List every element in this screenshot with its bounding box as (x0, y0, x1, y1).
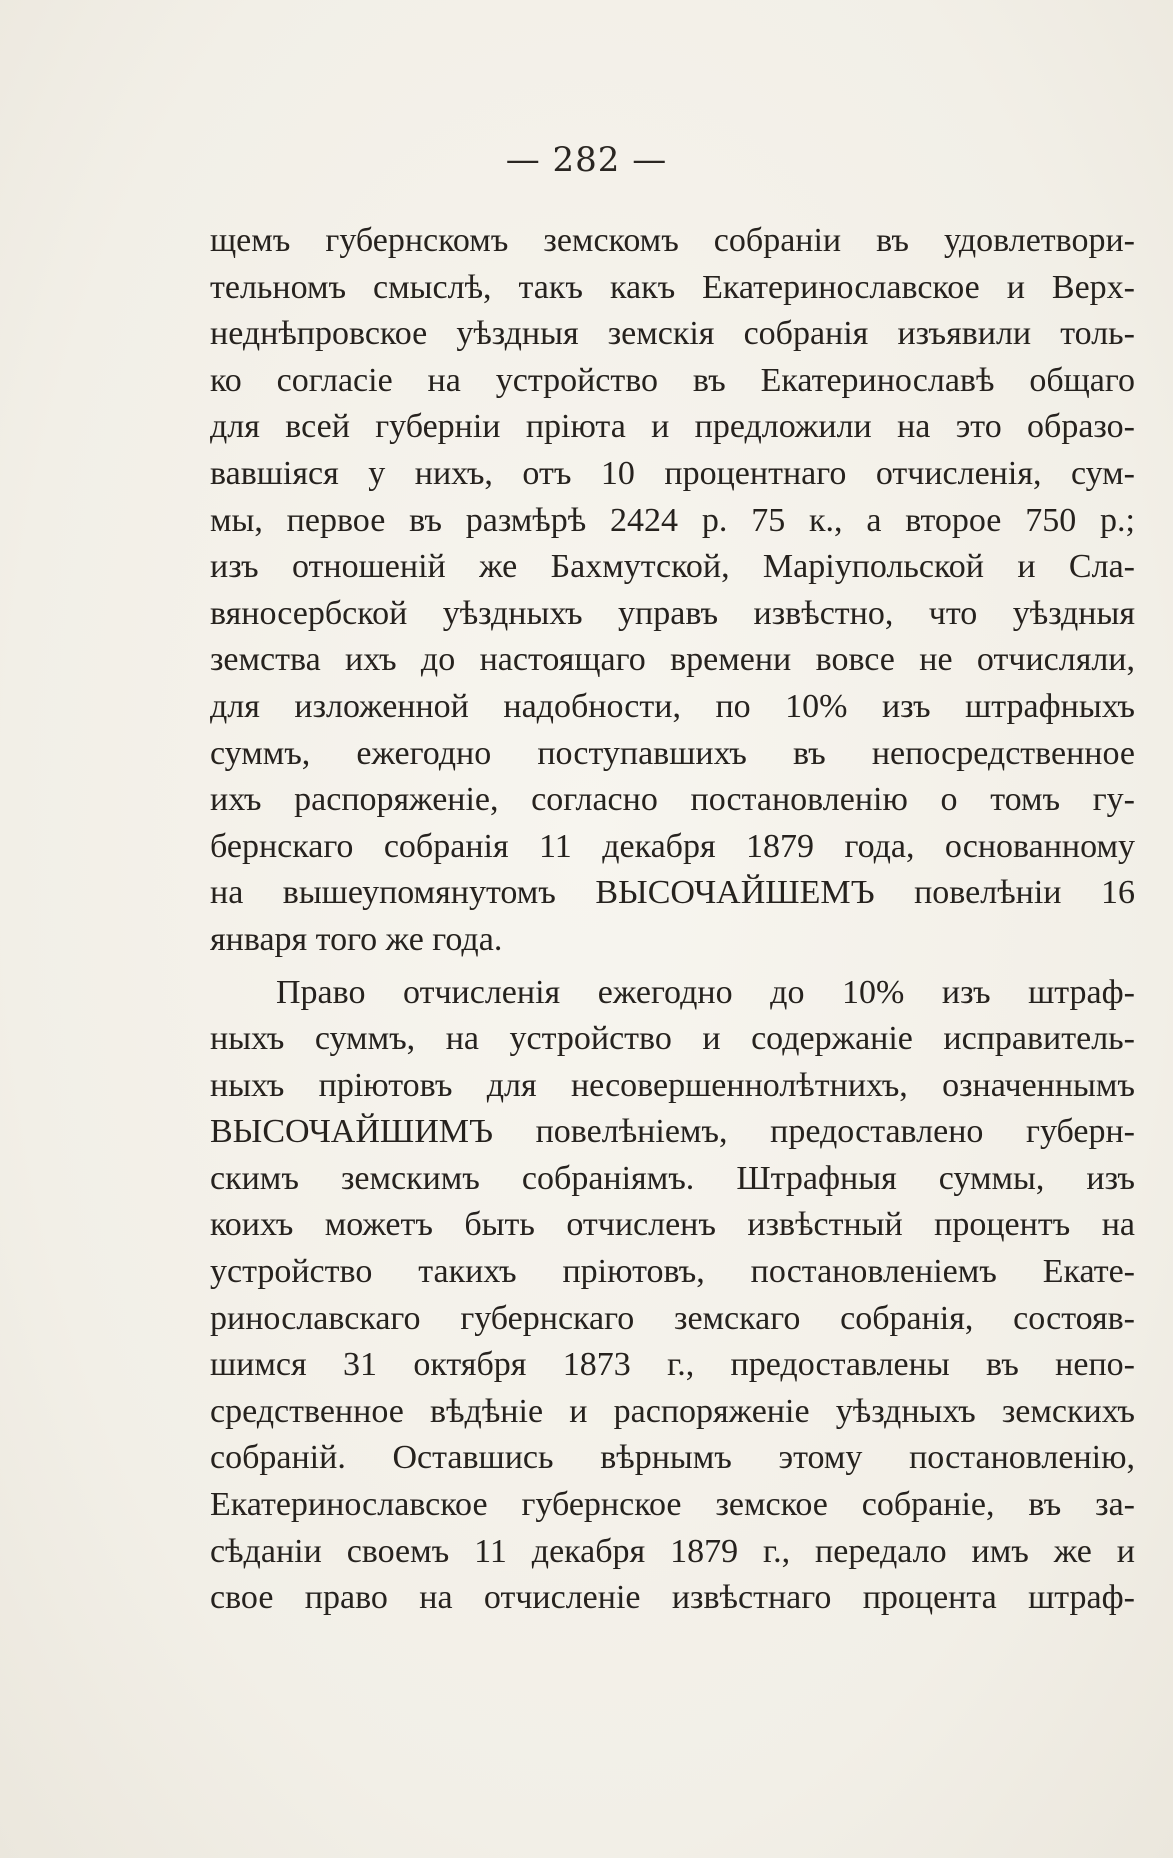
text-line-15: на вышеупомянутомъ ВЫСОЧАЙШЕМЪ повелѣніи 16 (210, 874, 1135, 912)
text-line-10: земства ихъ до настоящаго времени вовсе не отчисляли, (210, 641, 1135, 679)
body-text (210, 218, 1135, 1622)
text-line-26: средственное вѣдѣніе и распоряженіе уѣздныхъ земскихъ (210, 1392, 1135, 1430)
text-line-22: коихъ можетъ быть отчисленъ извѣстный процентъ на (210, 1206, 1135, 1244)
text-line-9: вяносербской уѣздныхъ управъ извѣстно, что уѣздныя (210, 594, 1135, 632)
text-line-25: шимся 31 октября 1873 г., предоставлены въ непо- (210, 1346, 1135, 1384)
text-line-12: суммъ, ежегодно поступавшихъ въ непосредственное (210, 734, 1135, 772)
text-line-6: вавшіяся у нихъ, отъ 10 процентнаго отчисленія, сум- (210, 454, 1135, 492)
text-line-4: ко согласіе на устройство въ Екатеринославѣ общаго (210, 361, 1135, 399)
text-line-29: сѣданіи своемъ 11 декабря 1879 г., передало имъ же и (210, 1532, 1135, 1570)
text-line-13: ихъ распоряженіе, согласно постановленію о томъ гу- (210, 781, 1135, 819)
text-line-28: Екатеринославское губернское земское собраніе, въ за- (210, 1486, 1135, 1524)
text-line-7: мы, первое въ размѣрѣ 2424 р. 75 к., а второе 750 р.; (210, 501, 1135, 539)
text-line-27: собраній. Оставшись вѣрнымъ этому постановленію, (210, 1439, 1135, 1477)
text-line-30: свое право на отчисленіе извѣстнаго процента штраф- (210, 1579, 1135, 1617)
text-line-18: ныхъ суммъ, на устройство и содержаніе исправитель- (210, 1020, 1135, 1058)
text-line-1: щемъ губернскомъ земскомъ собраніи въ удовлетвори- (210, 222, 1135, 259)
text-line-21: скимъ земскимъ собраніямъ. Штрафныя суммы, изъ (210, 1159, 1135, 1197)
page-number: — 282 — (505, 140, 668, 180)
text-line-23: устройство такихъ пріютовъ, постановленіемъ Екате- (210, 1253, 1135, 1291)
text-line-14: бернскаго собранія 11 декабря 1879 года, основанному (210, 827, 1135, 865)
text-line-20: ВЫСОЧАЙШИМЪ повелѣніемъ, предоставлено губерн- (210, 1113, 1135, 1151)
text-line-16: января того же года. (210, 920, 503, 958)
text-line-19: ныхъ пріютовъ для несовершеннолѣтнихъ, означеннымъ (210, 1066, 1135, 1104)
text-line-5: для всей губерніи пріюта и предложили на это образо- (210, 408, 1135, 446)
text-line-3: неднѣпровское уѣздныя земскія собранія изъявили толь- (210, 315, 1135, 353)
text-line-11: для изложенной надобности, по 10% изъ штрафныхъ (210, 687, 1135, 725)
text-line-17: Право отчисленія ежегодно до 10% изъ штраф- (276, 973, 1135, 1011)
text-line-8: изъ отношеній же Бахмутской, Маріупольской и Сла- (210, 548, 1135, 586)
text-line-24: ринославскаго губернскаго земскаго собранія, состояв- (210, 1299, 1135, 1337)
text-line-2: тельномъ смыслѣ, такъ какъ Екатеринославское и Верх- (210, 268, 1135, 306)
